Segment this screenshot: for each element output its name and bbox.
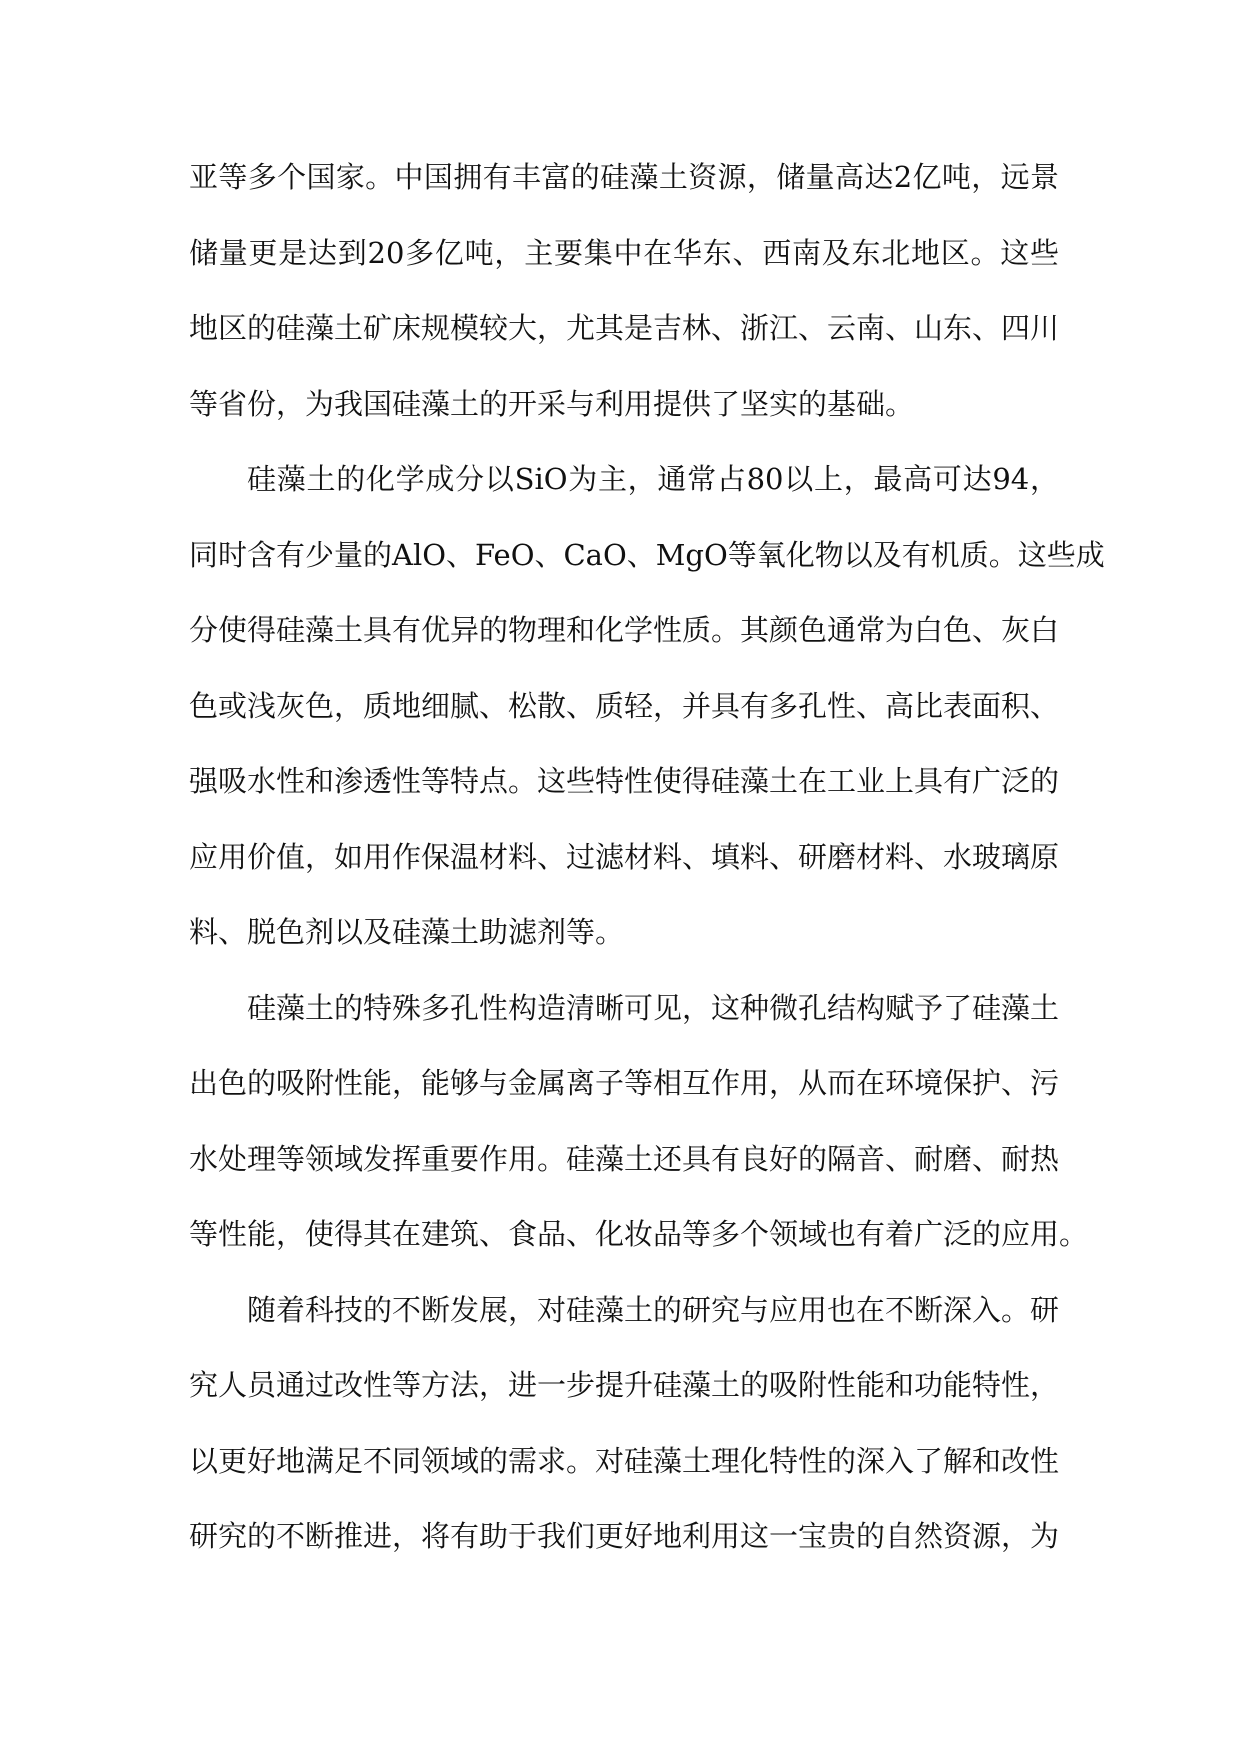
text-line: 料、脱色剂以及硅藻土助滤剂等。 <box>189 915 625 949</box>
text-line: 硅藻土的特殊多孔性构造清晰可见，这种微孔结构赋予了硅藻土 <box>247 990 1060 1025</box>
text-line: 分使得硅藻土具有优异的物理和化学性质。其颜色通常为白色、灰白 <box>189 613 1060 647</box>
text-line: 强吸水性和渗透性等特点。这些特性使得硅藻土在工业上具有广泛的 <box>189 764 1060 798</box>
text-line: 应用价值，如用作保温材料、过滤材料、填料、研磨材料、水玻璃原 <box>189 839 1060 874</box>
text-line: 随着科技的不断发展，对硅藻土的研究与应用也在不断深入。研 <box>247 1292 1060 1327</box>
text-line: 亚等多个国家。中国拥有丰富的硅藻土资源，储量高达2亿吨，远景 <box>189 160 1059 194</box>
text-line: 等性能，使得其在建筑、食品、化妆品等多个领域也有着广泛的应用。 <box>189 1217 1089 1251</box>
text-line: 储量更是达到20多亿吨，主要集中在华东、西南及东北地区。这些 <box>189 235 1059 270</box>
text-line: 水处理等领域发挥重要作用。硅藻土还具有良好的隔音、耐磨、耐热 <box>189 1141 1060 1176</box>
text-line: 究人员通过改性等方法，进一步提升硅藻土的吸附性能和功能特性， <box>189 1368 1060 1402</box>
text-line: 研究的不断推进，将有助于我们更好地利用这一宝贵的自然资源，为 <box>189 1519 1060 1553</box>
text-line: 硅藻土的化学成分以SiO为主，通常占80以上，最高可达94， <box>247 462 1059 496</box>
text-line: 地区的硅藻土矿床规模较大，尤其是吉林、浙江、云南、山东、四川 <box>189 311 1060 345</box>
text-line: 等省份，为我国硅藻土的开采与利用提供了坚实的基础。 <box>189 386 915 421</box>
body-text <box>189 140 1105 1575</box>
text-line: 出色的吸附性能，能够与金属离子等相互作用，从而在环境保护、污 <box>189 1066 1060 1100</box>
text-line: 色或浅灰色，质地细腻、松散、质轻，并具有多孔性、高比表面积、 <box>189 688 1060 723</box>
text-line: 以更好地满足不同领域的需求。对硅藻土理化特性的深入了解和改性 <box>189 1443 1060 1478</box>
text-line: 同时含有少量的AlO、FeO、CaO、MgO等氧化物以及有机质。这些成 <box>189 537 1105 572</box>
